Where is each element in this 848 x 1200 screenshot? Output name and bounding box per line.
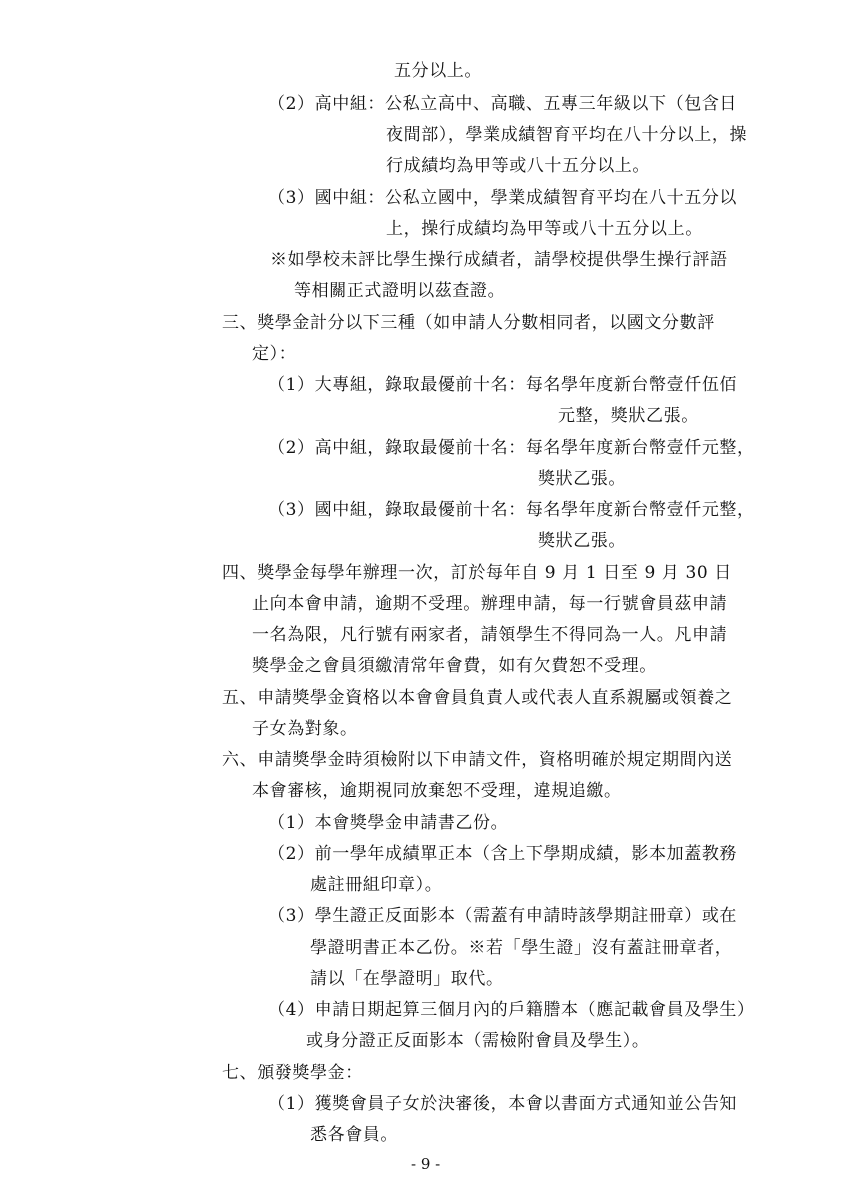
section-five-heading: 五、申請獎學金資格以本會會員負責人或代表人直系親屬或領養之 xyxy=(222,688,733,708)
text-line: 或身分證正反面影本（需檢附會員及學生）。 xyxy=(306,1031,650,1051)
text-line: 悉各會員。 xyxy=(310,1125,398,1145)
text-line: 定）： xyxy=(252,344,297,364)
text-line: （3）國中組：公私立國中，學業成績智育平均在八十五分以 xyxy=(268,188,738,208)
section-three-heading: 三、獎學金計分以下三種（如申請人分數相同者，以國文分數評 xyxy=(222,313,715,333)
text-line: 獎狀乙張。 xyxy=(538,469,626,489)
text-line: 等相關正式證明以茲查證。 xyxy=(294,281,506,301)
text-line: （2）前一學年成績單正本（含上下學期成績，影本加蓋教務 xyxy=(268,844,738,864)
text-line: 一名為限，凡行號有兩家者，請領學生不得同為一人。凡申請 xyxy=(252,625,728,645)
text-line: 學證明書正本乙份。※若「學生證」沒有蓋註冊章者， xyxy=(310,938,733,958)
text-line: 止向本會申請，逾期不受理。辦理申請，每一行號會員茲申請 xyxy=(252,594,728,614)
text-line: （1）本會獎學金申請書乙份。 xyxy=(268,813,509,833)
text-line: （3）國中組，錄取最優前十名：每名學年度新台幣壹仟元整， xyxy=(268,500,755,520)
text-line: 請以「在學證明」取代。 xyxy=(310,969,504,989)
text-line: （2）高中組：公私立高中、高職、五專三年級以下（包含日 xyxy=(268,94,738,114)
page-number: - 9 - xyxy=(411,1155,441,1173)
text-line: 子女為對象。 xyxy=(252,719,358,739)
text-line: 元整，獎狀乙張。 xyxy=(558,406,699,426)
section-seven-heading: 七、頒發獎學金： xyxy=(222,1063,363,1083)
text-line: 處註冊組印章）。 xyxy=(310,875,443,895)
note-line: ※如學校未評比學生操行成績者，請學校提供學生操行評語 xyxy=(270,250,728,270)
text-line: 上，操行成績均為甲等或八十五分以上。 xyxy=(386,219,703,239)
text-line: （4）申請日期起算三個月內的戶籍謄本（應記載會員及學生） xyxy=(268,1000,755,1020)
text-line: （1）獲獎會員子女於決審後，本會以書面方式通知並公告知 xyxy=(268,1094,738,1114)
section-four-heading: 四、獎學金每學年辦理一次，訂於每年自 9 月 1 日至 9 月 30 日 xyxy=(222,563,732,583)
text-line: （3）學生證正反面影本（需蓋有申請時該學期註冊章）或在 xyxy=(268,906,738,926)
text-line: 獎狀乙張。 xyxy=(538,531,626,551)
text-line: 五分以上。 xyxy=(394,61,482,81)
section-six-heading: 六、申請獎學金時須檢附以下申請文件，資格明確於規定期間內送 xyxy=(222,750,733,770)
text-line: 行成績均為甲等或八十五分以上。 xyxy=(386,156,650,176)
text-line: 獎學金之會員須繳清常年會費，如有欠費恕不受理。 xyxy=(252,656,657,676)
text-line: （1）大專組，錄取最優前十名：每名學年度新台幣壹仟伍佰 xyxy=(268,375,738,395)
text-line: 夜間部），學業成績智育平均在八十分以上，操 xyxy=(386,125,748,145)
text-line: （2）高中組，錄取最優前十名：每名學年度新台幣壹仟元整， xyxy=(268,438,755,458)
text-line: 本會審核，逾期視同放棄恕不受理，違規追繳。 xyxy=(252,781,622,801)
